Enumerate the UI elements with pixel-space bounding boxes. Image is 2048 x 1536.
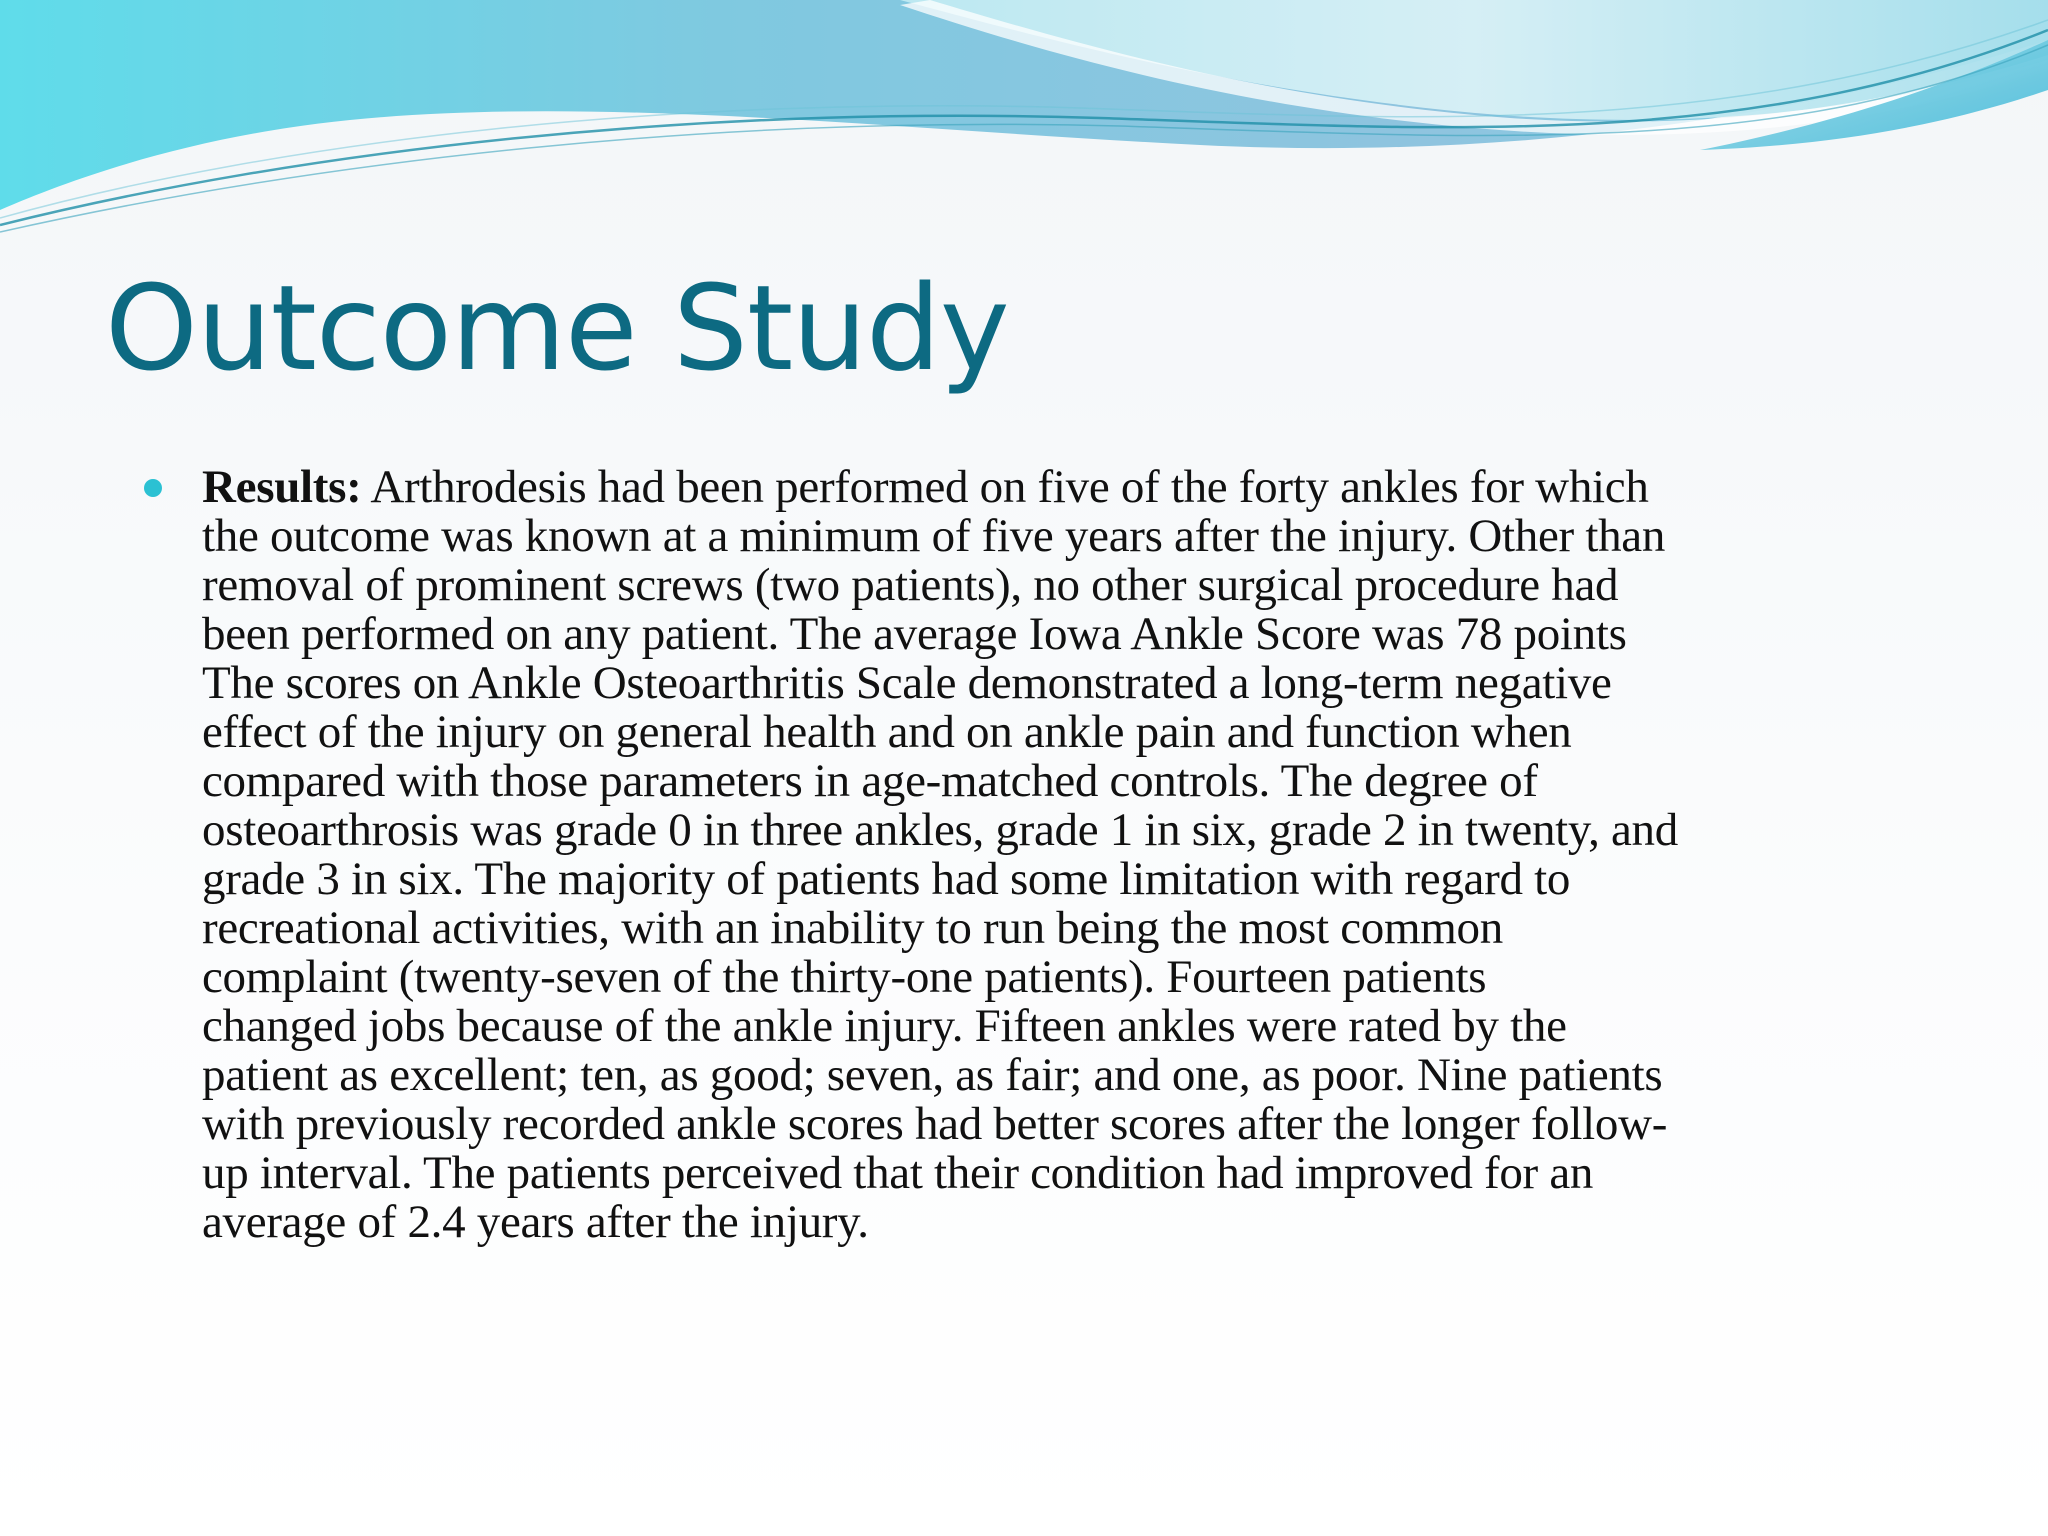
slide-body	[140, 463, 1940, 1247]
paragraph-line: been performed on any patient. The average Iowa Ankle Score was 78 points	[202, 608, 1627, 660]
header-wave-decoration	[0, 0, 2048, 240]
paragraph-line: removal of prominent screws (two patients), no other surgical procedure had	[202, 559, 1619, 611]
paragraph-line: with previously recorded ankle scores had better scores after the longer follow-	[202, 1098, 1668, 1150]
paragraph-line: the outcome was known at a minimum of five years after the injury. Other than	[202, 510, 1666, 562]
results-label: Results:	[202, 461, 362, 513]
paragraph-line	[202, 463, 1940, 512]
slide-title: Outcome Study	[105, 259, 1009, 397]
paragraph-line: complaint (twenty-seven of the thirty-one patients). Fourteen patients	[202, 951, 1487, 1003]
bullet-dot-icon	[144, 479, 162, 497]
paragraph-line-text: Arthrodesis had been performed on five of the forty ankles for which	[361, 461, 1649, 513]
paragraph-line: up interval. The patients perceived that their condition had improved for an	[202, 1147, 1594, 1199]
paragraph-line: osteoarthrosis was grade 0 in three ankles, grade 1 in six, grade 2 in twenty, and	[202, 804, 1678, 856]
paragraph-line: grade 3 in six. The majority of patients had some limitation with regard to	[202, 853, 1571, 905]
paragraph-line: patient as excellent; ten, as good; seven, as fair; and one, as poor. Nine patients	[202, 1049, 1663, 1101]
paragraph-line: effect of the injury on general health and on ankle pain and function when	[202, 706, 1572, 758]
paragraph-line: changed jobs because of the ankle injury. Fifteen ankles were rated by the	[202, 1000, 1567, 1052]
results-paragraph	[202, 463, 1940, 1247]
paragraph-line: average of 2.4 years after the injury.	[202, 1196, 869, 1248]
paragraph-line: compared with those parameters in age-matched controls. The degree of	[202, 755, 1538, 807]
paragraph-line: recreational activities, with an inability to run being the most common	[202, 902, 1503, 954]
paragraph-line: The scores on Ankle Osteoarthritis Scale demonstrated a long-term negative	[202, 657, 1612, 709]
